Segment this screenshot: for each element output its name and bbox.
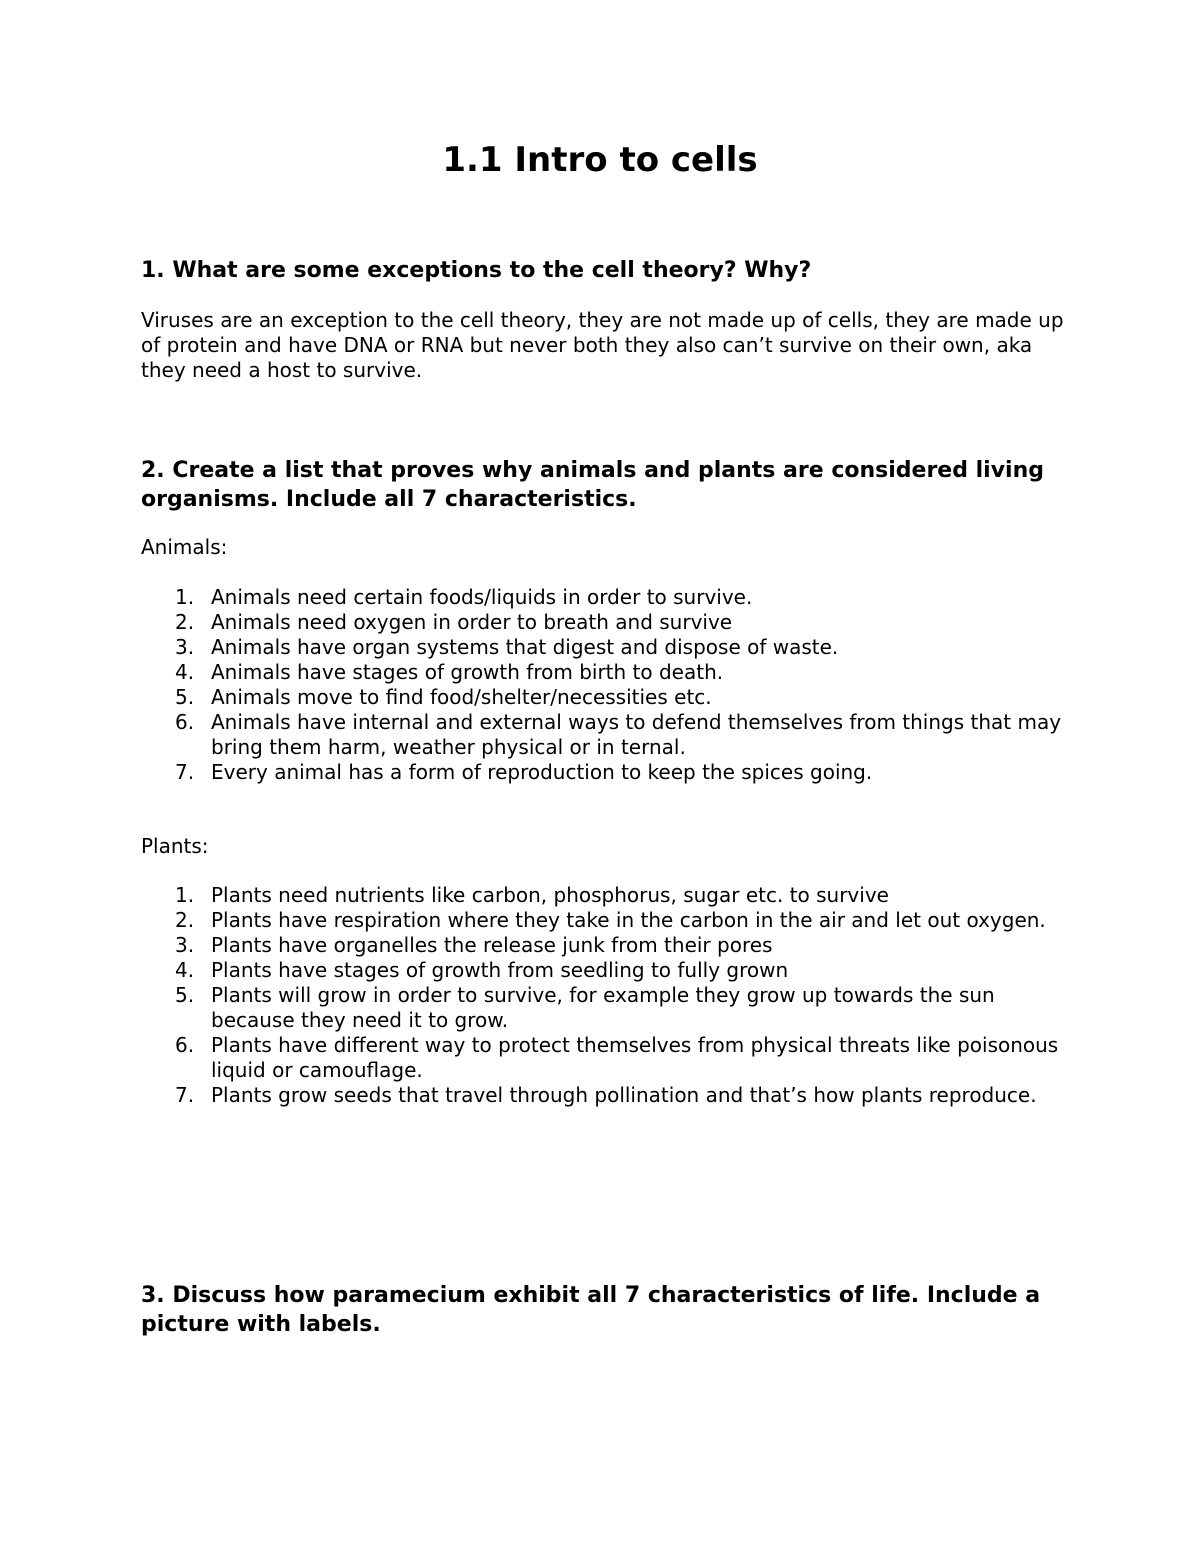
- animals-list: [141, 585, 1071, 785]
- question-2: 2. Create a list that proves why animals and plants are considered living organisms. Include all 7 characteristics.: [141, 458, 1044, 512]
- list-item: 2. Plants have respiration where they take in the carbon in the air and let out oxygen.: [175, 908, 1046, 932]
- list-item: 5. Plants will grow in order to survive, for example they grow up towards the sun because they need it to grow.: [175, 983, 995, 1032]
- list-item: 7. Plants grow seeds that travel through pollination and that’s how plants reproduce.: [175, 1083, 1037, 1107]
- list-item: 7. Every animal has a form of reproduction to keep the spices going.: [175, 760, 873, 784]
- list-item: 5. Animals move to find food/shelter/necessities etc.: [175, 685, 712, 709]
- plants-label: Plants:: [141, 834, 209, 858]
- list-item: 3. Plants have organelles the release junk from their pores: [175, 933, 773, 957]
- list-item: 1. Animals need certain foods/liquids in order to survive.: [175, 585, 753, 609]
- list-item: 2. Animals need oxygen in order to breath and survive: [175, 610, 733, 634]
- list-item: 4. Plants have stages of growth from seedling to fully grown: [175, 958, 789, 982]
- question-3: 3. Discuss how paramecium exhibit all 7 characteristics of life. Include a picture with labels.: [141, 1283, 1041, 1337]
- answer-1: Viruses are an exception to the cell theory, they are not made up of cells, they are made up of protein and have DNA or RNA but never both they also can’t survive on their own, aka they need a host to survive.: [141, 308, 1064, 382]
- plants-list: [141, 883, 1071, 1108]
- list-item: 3. Animals have organ systems that digest and dispose of waste.: [175, 635, 839, 659]
- list-item: 6. Plants have different way to protect themselves from physical threats like poisonous liquid or camouflage.: [175, 1033, 1059, 1082]
- page-title: 1.1 Intro to cells: [442, 140, 758, 180]
- list-item: 4. Animals have stages of growth from birth to death.: [175, 660, 724, 684]
- list-item: 6. Animals have internal and external ways to defend themselves from things that may bring them harm, weather physical or in ternal.: [175, 710, 1062, 759]
- animals-label: Animals:: [141, 535, 228, 559]
- question-1: 1. What are some exceptions to the cell theory? Why?: [141, 258, 812, 283]
- list-item: 1. Plants need nutrients like carbon, phosphorus, sugar etc. to survive: [175, 883, 889, 907]
